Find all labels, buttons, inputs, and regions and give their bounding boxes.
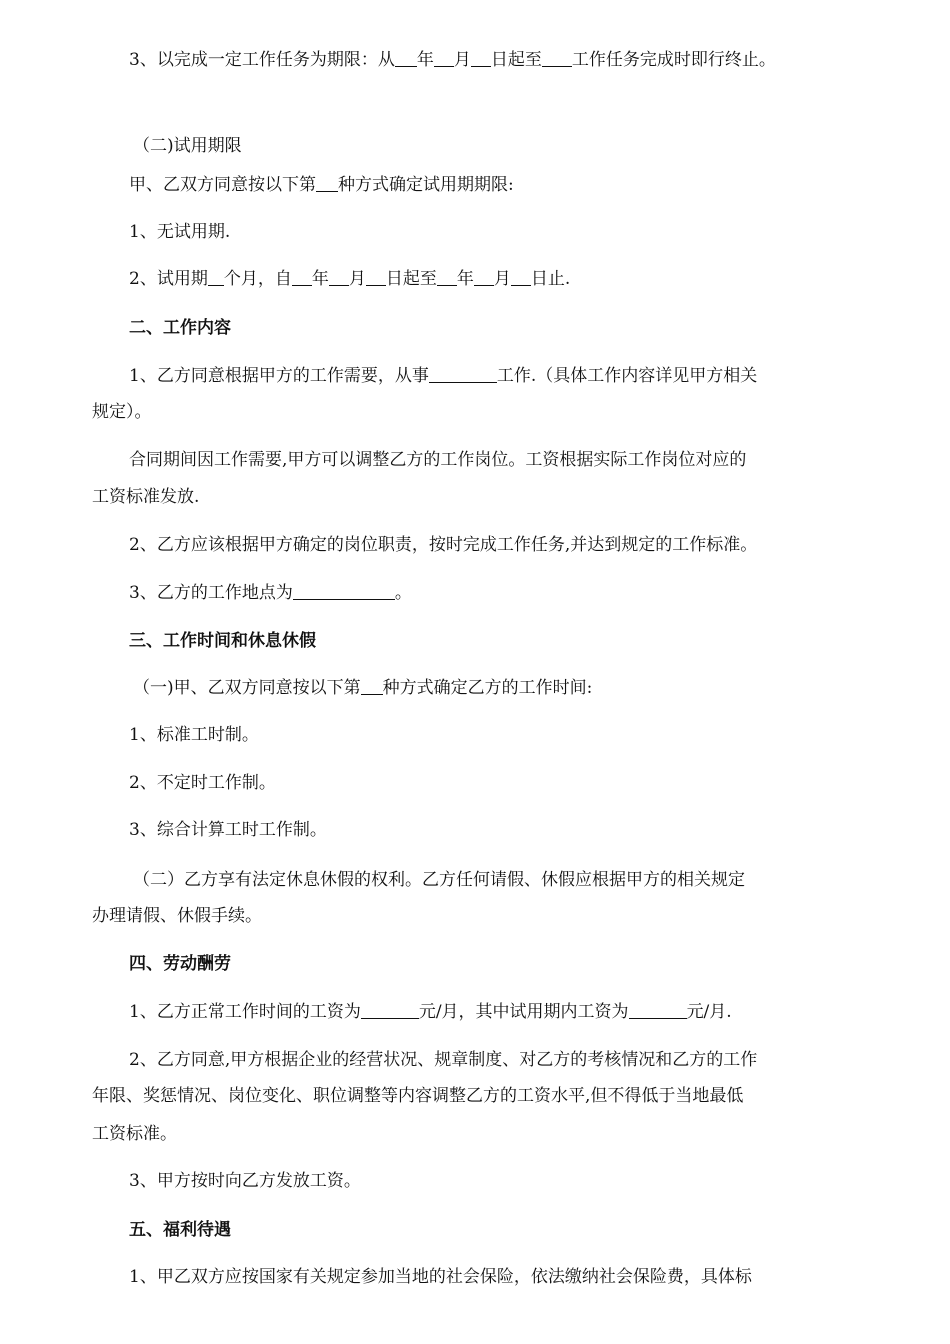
text: （一)甲、乙双方同意按以下第 <box>133 678 361 698</box>
section-4-p2-cont: 年限、奖惩情况、岗位变化、职位调整等内容调整乙方的工资水平,但不得低于当地最低 <box>92 1086 744 1106</box>
text: 月 <box>453 50 471 70</box>
section-3-intro <box>133 676 893 700</box>
text: 1、乙方正常工作时间的工资为 <box>129 1002 361 1022</box>
text: 种方式确定乙方的工作时间: <box>382 678 593 698</box>
text: 个月，自 <box>223 269 292 289</box>
text: 月 <box>348 269 366 289</box>
blank-location <box>293 582 395 600</box>
section-3-rest: （二）乙方享有法定休息休假的权利。乙方任何请假、休假应根据甲方的相关规定 <box>133 870 745 890</box>
text: 工作.（具体工作内容详见甲方相关 <box>496 366 758 386</box>
blank-month <box>329 268 349 286</box>
section-2-p4 <box>129 581 889 605</box>
text: 日止. <box>530 269 571 289</box>
blank-year <box>292 268 312 286</box>
section-4-title: 四、劳动酬劳 <box>129 954 231 974</box>
section-5-p1: 1、甲乙双方应按国家有关规定参加当地的社会保险，依法缴纳社会保险费，具体标 <box>129 1267 752 1287</box>
section-3-rest-cont: 办理请假、休假手续。 <box>92 906 262 926</box>
text: 2、试用期 <box>129 269 208 289</box>
text: 日起至 <box>490 50 542 70</box>
text: 月 <box>493 269 511 289</box>
blank-day <box>511 268 531 286</box>
text: 1、乙方同意根据甲方的工作需要，从事 <box>129 366 429 386</box>
section-5-title: 五、福利待遇 <box>129 1220 231 1240</box>
term-option-3 <box>129 48 889 72</box>
section-4-p2-cont2: 工资标准。 <box>92 1124 177 1144</box>
text: 年 <box>311 269 329 289</box>
blank-task <box>542 49 572 67</box>
blank-day <box>471 49 491 67</box>
text: 元/月. <box>686 1002 732 1022</box>
work-time-option-1: 1、标准工时制。 <box>129 725 259 745</box>
blank-year <box>437 268 457 286</box>
text: 种方式确定试用期期限: <box>338 175 514 195</box>
text: 日起至 <box>385 269 437 289</box>
text: 甲、乙双方同意按以下第 <box>129 175 316 195</box>
work-time-option-3: 3、综合计算工时工作制。 <box>129 820 327 840</box>
blank-month <box>474 268 494 286</box>
text: 年 <box>456 269 474 289</box>
blank-salary <box>361 1001 419 1019</box>
text: 年 <box>416 50 434 70</box>
text: 。 <box>394 583 412 603</box>
probation-heading: （二)试用期限 <box>133 136 242 156</box>
text: 元/月，其中试用期内工资为 <box>418 1002 629 1022</box>
blank-year <box>395 49 417 67</box>
blank-option <box>361 677 383 695</box>
section-2-p2-cont: 工资标准发放. <box>92 487 200 507</box>
probation-option-1: 1、无试用期. <box>129 222 231 242</box>
text: 3、乙方的工作地点为 <box>129 583 293 603</box>
section-2-p1-cont: 规定）。 <box>92 402 152 422</box>
probation-option-2 <box>129 267 889 291</box>
section-2-p3: 2、乙方应该根据甲方确定的岗位职责，按时完成工作任务,并达到规定的工作标准。 <box>129 535 758 555</box>
section-4-p1 <box>129 1000 889 1024</box>
section-3-title: 三、工作时间和休息休假 <box>129 631 316 651</box>
section-4-p2: 2、乙方同意,甲方根据企业的经营状况、规章制度、对乙方的考核情况和乙方的工作 <box>129 1050 758 1070</box>
work-time-option-2: 2、不定时工作制。 <box>129 773 276 793</box>
section-2-title: 二、工作内容 <box>129 318 231 338</box>
probation-intro <box>129 173 889 197</box>
section-2-p1 <box>129 364 889 388</box>
blank-month <box>434 49 454 67</box>
blank-probation-salary <box>629 1001 687 1019</box>
section-4-p3: 3、甲方按时向乙方发放工资。 <box>129 1171 361 1191</box>
blank-job <box>429 365 497 383</box>
blank-months <box>208 268 224 286</box>
text: 工作任务完成时即行终止。 <box>571 50 776 70</box>
blank-option <box>316 174 338 192</box>
text: 3、以完成一定工作任务为期限：从 <box>129 50 395 70</box>
blank-day <box>366 268 386 286</box>
section-2-p2: 合同期间因工作需要,甲方可以调整乙方的工作岗位。工资根据实际工作岗位对应的 <box>129 450 747 470</box>
